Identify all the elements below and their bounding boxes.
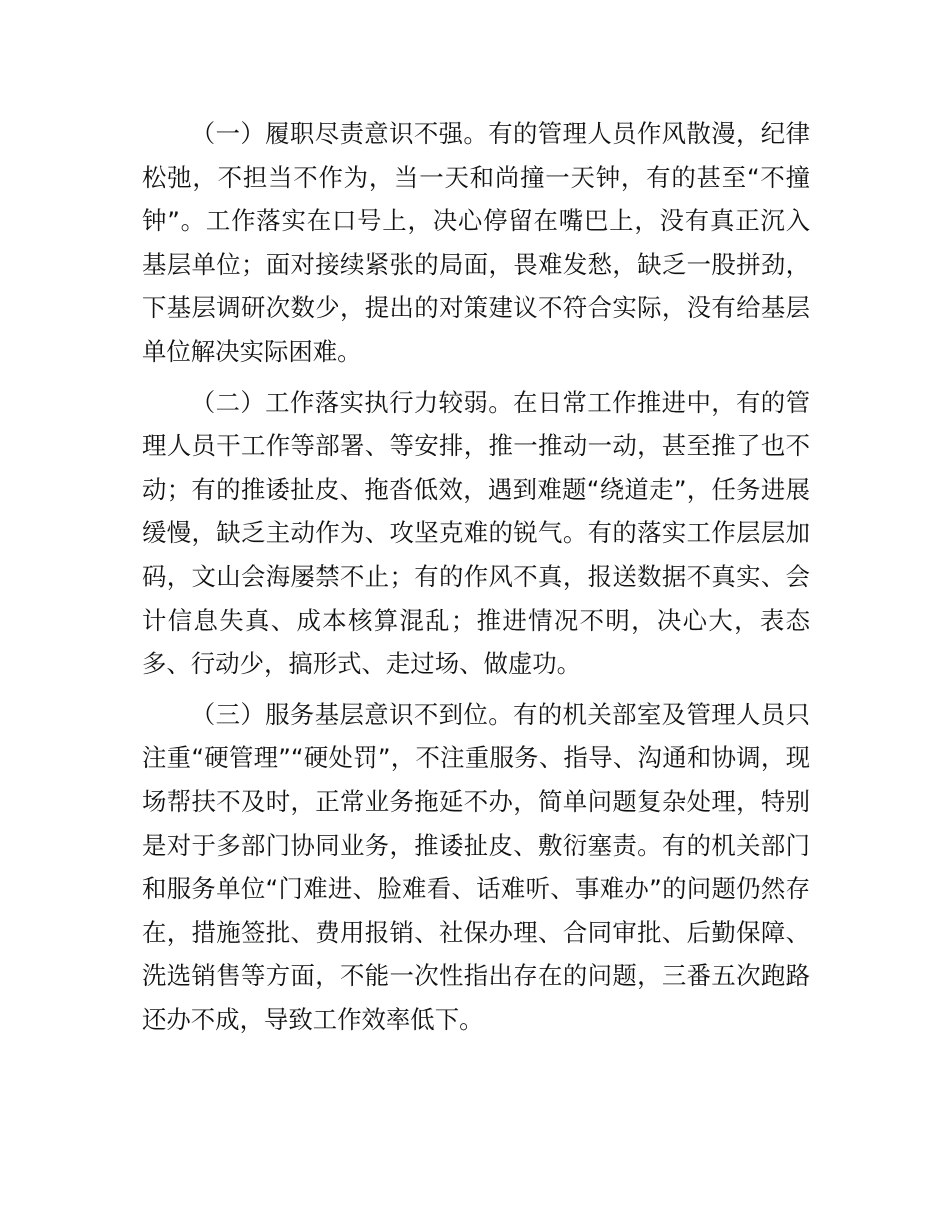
paragraph-performance-awareness: （一）履职尽责意识不强。有的管理人员作风散漫，纪律松弛，不担当不作为，当一天和尚撞一天钟，有的甚至“不撞钟”。工作落实在口号上，决心停留在嘴巴上，没有真正沉入基层单位；面对接续紧张的局面，畏难发愁，缺乏一股拼劲，下基层调研次数少，提出的对策建议不符合实际，没有给基层单位解决实际困难。 xyxy=(142,119,810,366)
paragraph-execution-capability: （二）工作落实执行力较弱。在日常工作推进中，有的管理人员干工作等部署、等安排，推一推动一动，甚至推了也不动；有的推诿扯皮、拖沓低效，遇到难题“绕道走”，任务进展缓慢，缺乏主动作为、攻坚克难的锐气。有的落实工作层层加码，文山会海屡禁不止；有的作风不真，报送数据不真实、会计信息失真、成本核算混乱；推进情况不明，决心大，表态多、行动少，搞形式、走过场、做虚功。 xyxy=(142,387,810,679)
document-body xyxy=(142,112,810,1048)
paragraph-service-awareness: （三）服务基层意识不到位。有的机关部室及管理人员只注重“硬管理”“硬处罚”，不注重服务、指导、沟通和协调，现场帮扶不及时，正常业务拖延不办，简单问题复杂处理，特别是对于多部门协同业务，推诿扯皮、敷衍塞责。有的机关部门和服务单位“门难进、脸难看、话难听、事难办”的问题仍然存在，措施签批、费用报销、社保办理、合同审批、后勤保障、洗选销售等方面，不能一次性指出存在的问题，三番五次跑路还办不成，导致工作效率低下。 xyxy=(142,699,810,1034)
